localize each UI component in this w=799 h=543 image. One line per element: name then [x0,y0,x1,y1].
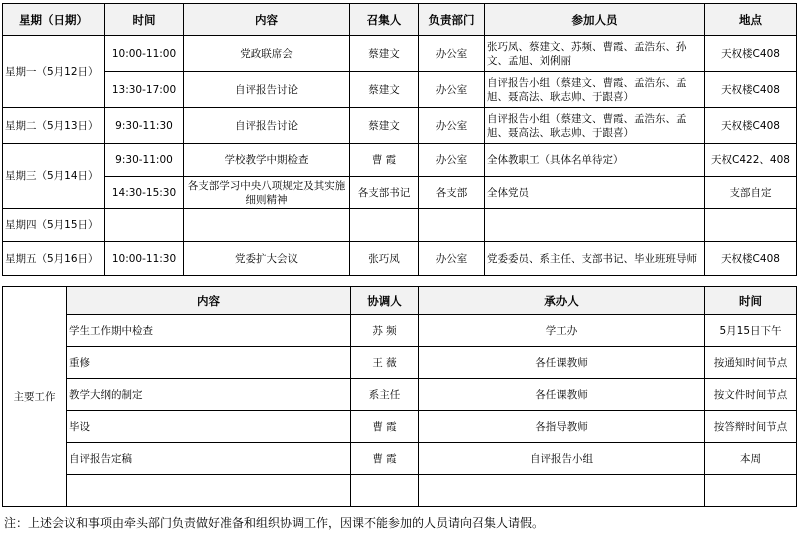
work-header-coordinator: 协调人 [351,287,419,315]
convener-cell: 各支部书记 [350,177,419,209]
schedule-row [3,242,797,276]
convener-cell: 蔡建文 [350,108,419,144]
header-time: 时间 [105,4,184,36]
content-cell: 学校教学中期检查 [184,144,350,177]
participants-cell: 全体党员 [485,177,705,209]
work-header-time: 时间 [705,287,797,315]
work-header-content: 内容 [67,287,351,315]
location-cell: 天权楼C408 [705,108,797,144]
day-tuesday: 星期二（5月13日） [3,108,105,144]
content-cell: 自评报告讨论 [184,108,350,144]
location-cell: 天权楼C408 [705,242,797,276]
participants-cell: 张巧凤、蔡建文、苏频、曹霞、孟浩东、孙文、孟旭、刘俐丽 [485,36,705,72]
work-row [3,347,797,379]
work-header-handler: 承办人 [419,287,705,315]
empty-cell [105,209,184,242]
content-cell: 党委扩大会议 [184,242,350,276]
content-cell: 自评报告讨论 [184,72,350,108]
work-content: 毕设 [67,411,351,443]
schedule-row [3,36,797,72]
time-cell: 9:30-11:30 [105,108,184,144]
time-cell: 14:30-15:30 [105,177,184,209]
work-handler: 自评报告小组 [419,443,705,475]
dept-cell: 办公室 [419,242,485,276]
main-work-table [2,286,797,507]
empty-cell [419,475,705,507]
work-content: 重修 [67,347,351,379]
work-coordinator: 曹 霞 [351,443,419,475]
work-row [3,411,797,443]
work-coordinator: 苏 频 [351,315,419,347]
work-handler: 各任课教师 [419,379,705,411]
schedule-row [3,177,797,209]
content-cell: 党政联席会 [184,36,350,72]
day-thursday: 星期四（5月15日） [3,209,105,242]
schedule-row [3,72,797,108]
work-coordinator: 系主任 [351,379,419,411]
empty-cell [419,209,485,242]
schedule-header-row [3,4,797,36]
day-wednesday: 星期三（5月14日） [3,144,105,209]
convener-cell: 曹 霞 [350,144,419,177]
header-day: 星期（日期） [3,4,105,36]
work-handler: 各指导教师 [419,411,705,443]
header-participants: 参加人员 [485,4,705,36]
location-cell: 天权楼C408 [705,72,797,108]
dept-cell: 办公室 [419,36,485,72]
work-time: 本周 [705,443,797,475]
dept-cell: 办公室 [419,108,485,144]
header-content: 内容 [184,4,350,36]
participants-cell: 党委委员、系主任、支部书记、毕业班班导师 [485,242,705,276]
schedule-row [3,144,797,177]
empty-cell [184,209,350,242]
schedule-row [3,108,797,144]
empty-cell [485,209,705,242]
location-cell: 支部自定 [705,177,797,209]
day-friday: 星期五（5月16日） [3,242,105,276]
dept-cell: 办公室 [419,72,485,108]
time-cell: 10:00-11:00 [105,36,184,72]
schedule-row-empty [3,209,797,242]
header-location: 地点 [705,4,797,36]
work-row [3,379,797,411]
convener-cell: 张巧凤 [350,242,419,276]
work-row [3,443,797,475]
time-cell: 9:30-11:00 [105,144,184,177]
participants-cell: 自评报告小组（蔡建文、曹霞、孟浩东、孟旭、聂高法、耿志帅、于跟喜） [485,72,705,108]
content-cell: 各支部学习中央八项规定及其实施细则精神 [184,177,350,209]
location-cell: 天权楼C408 [705,36,797,72]
empty-cell [705,475,797,507]
work-content: 自评报告定稿 [67,443,351,475]
work-row-empty [3,475,797,507]
work-coordinator: 曹 霞 [351,411,419,443]
work-time: 按文件时间节点 [705,379,797,411]
weekly-schedule-table [2,3,797,276]
convener-cell: 蔡建文 [350,72,419,108]
work-row [3,315,797,347]
time-cell: 13:30-17:00 [105,72,184,108]
location-cell: 天权C422、408 [705,144,797,177]
dept-cell: 各支部 [419,177,485,209]
convener-cell: 蔡建文 [350,36,419,72]
dept-cell: 办公室 [419,144,485,177]
header-dept: 负责部门 [419,4,485,36]
work-coordinator: 王 薇 [351,347,419,379]
work-handler: 学工办 [419,315,705,347]
work-time: 按通知时间节点 [705,347,797,379]
participants-cell: 全体教职工（具体名单待定） [485,144,705,177]
work-time: 按答辩时间节点 [705,411,797,443]
work-handler: 各任课教师 [419,347,705,379]
participants-cell: 自评报告小组（蔡建文、曹霞、孟浩东、孟旭、聂高法、耿志帅、于跟喜） [485,108,705,144]
work-header-row [3,287,797,315]
empty-cell [351,475,419,507]
day-monday: 星期一（5月12日） [3,36,105,108]
main-work-label: 主要工作 [3,287,67,507]
work-time: 5月15日下午 [705,315,797,347]
empty-cell [67,475,351,507]
time-cell: 10:00-11:30 [105,242,184,276]
work-content: 教学大纲的制定 [67,379,351,411]
empty-cell [350,209,419,242]
work-content: 学生工作期中检查 [67,315,351,347]
header-convener: 召集人 [350,4,419,36]
empty-cell [705,209,797,242]
footer-note: 注：上述会议和事项由牵头部门负责做好准备和组织协调工作，因课不能参加的人员请向召集人请假。 [4,516,545,530]
